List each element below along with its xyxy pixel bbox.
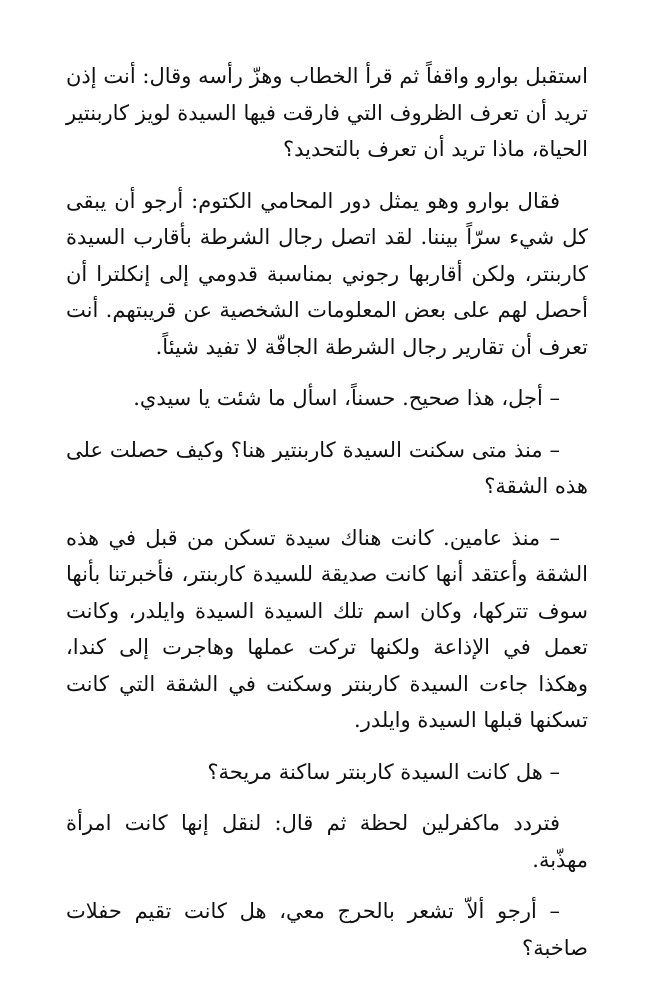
paragraph-2: فقال بوارو وهو يمثل دور المحامي الكتوم: أرجو أن يبقى كل شيء سرّاً بيننا. لقد اتصل رجال الشرطة بأقارب السيدة كاربنتر، ولكن أقاربها رجوني بمناسبة قدومي إلى إنكلترا أن أحصل لهم على بعض المعلومات الشخصية عن قريبتهم. أنت تعرف أن تقارير رجال الشرطة الجافّة لا تفيد شيئاً.: [66, 188, 588, 359]
paragraph-4: – منذ متى سكنت السيدة كاربنتير هنا؟ وكيف حصلت على هذه الشقة؟: [66, 437, 588, 498]
paragraph-3: – أجل، هذا صحيح. حسناً، اسأل ما شئت يا سيدي.: [133, 386, 560, 410]
paragraph-6: – هل كانت السيدة كاربنتر ساكنة مريحة؟: [207, 759, 560, 784]
paragraph-1: استقبل بوارو واقفاً ثم قرأ الخطاب وهزّ رأسه وقال: أنت إذن تريد أن تعرف الظروف التي فارقت فيها السيدة لويز كاربنتير الحياة، ماذا تريد أن تعرف بالتحديد؟: [66, 64, 588, 161]
paragraph-8: – أرجو ألاّ تشعر بالحرج معي، هل كانت تقيم حفلات صاخبة؟: [66, 899, 588, 960]
paragraph-7: فتردد ماكفرلين لحظة ثم قال: لنقل إنها كانت امرأة مهذّبة.: [66, 811, 588, 872]
paragraph-5: – منذ عامين. كانت هناك سيدة تسكن من قبل في هذه الشقة وأعتقد أنها كانت صديقة للسيدة كاربنتر، فأخبرتنا بأنها سوف تتركها، وكان اسم تلك السيدة السيدة وايلدر، وكانت تعمل في الإذاعة ولكنها تركت عملها وهاجرت إلى كندا، وهكذا جاءت السيدة كاربنتر وسكنت في الشقة التي كانت تسكنها قبلها السيدة وايلدر.: [66, 525, 588, 732]
book-page: [66, 58, 588, 981]
